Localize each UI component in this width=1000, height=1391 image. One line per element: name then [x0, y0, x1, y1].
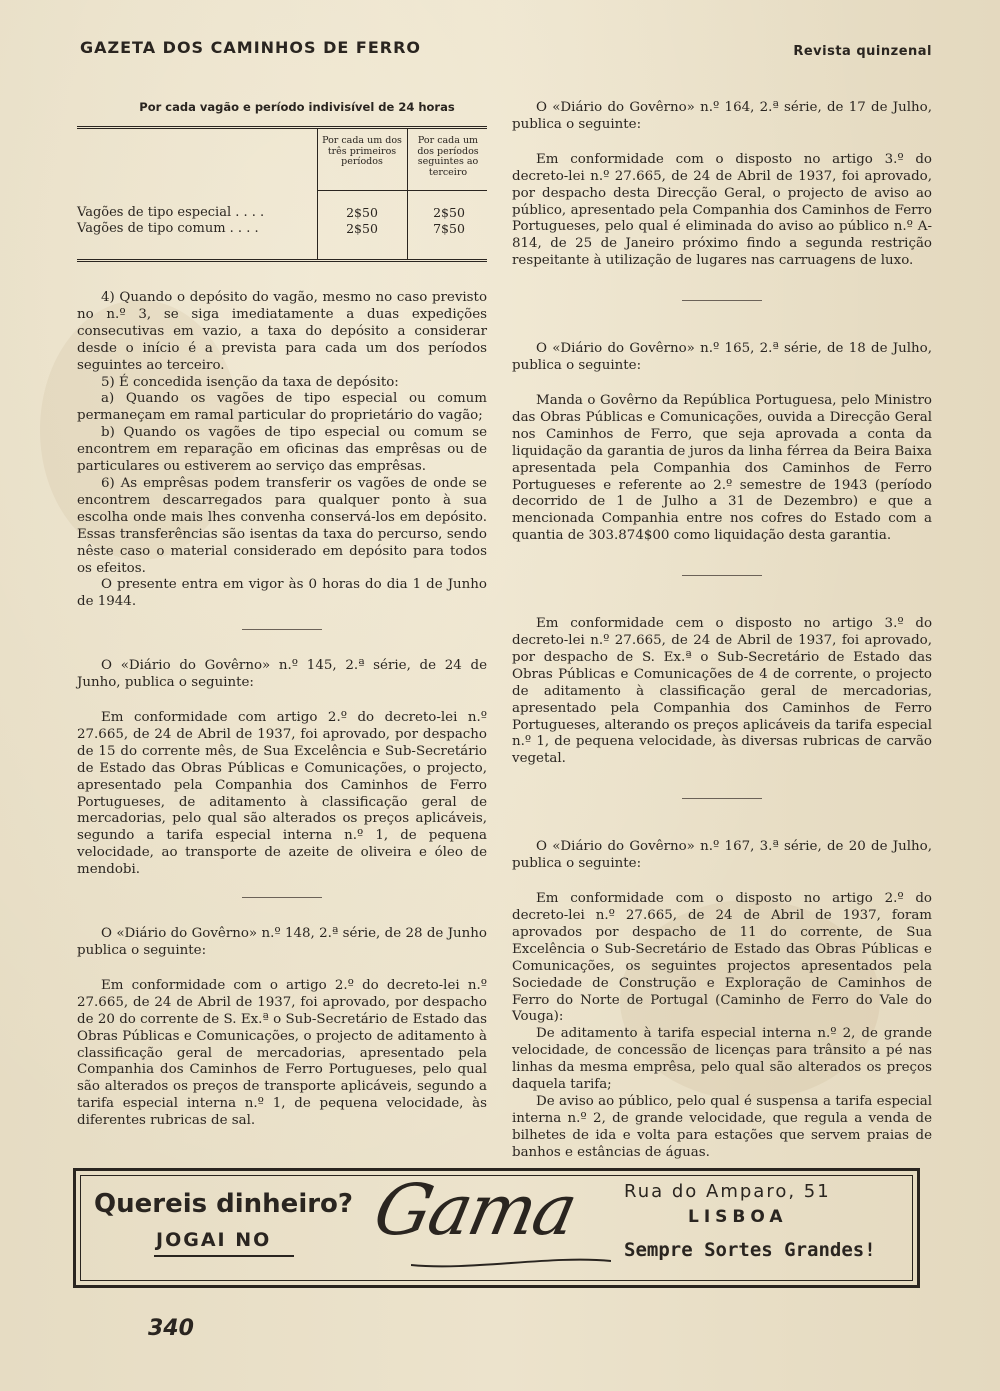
paragraph: a) Quando os vagões de tipo especial ou comum permaneçam em ramal particular do proprietário do vagão; — [77, 391, 487, 424]
paragraph: Em conformidade cem o disposto no artigo 3.º do decreto-lei n.º 27.665, de 24 de Abril de 1937, foi aprovado, por despacho de S. Ex.ª o Sub-Secretário de Estado das Obras Públicas e Comunicações de 4 de corrente, o projecto de aditamento à classificação geral de mercadorias, apresentado pela Companhia dos Caminhos de Ferro Portugueses, alterando os preços aplicáveis da tarifa especial n.º 1, de pequena velocidade, às diversas rubricas de carvão vegetal. — [512, 616, 932, 767]
table-cell: 2$50 — [346, 205, 378, 220]
table-cell: 7$50 — [433, 221, 465, 236]
paragraph: O presente entra em vigor às 0 horas do dia 1 de Junho de 1944. — [77, 577, 487, 610]
right-column — [512, 100, 932, 1162]
tariff-table — [77, 126, 487, 262]
table-cell: 2$50 — [346, 221, 378, 236]
table-col-header-1: Por cada um dos três primeiros períodos — [322, 135, 402, 167]
paragraph: Manda o Govêrno da República Portuguesa, pelo Ministro das Obras Públicas e Comunicações, ouvida a Direcção Geral nos Caminhos de Ferro, que seja aprovada a conta da liquidação da garantia de juros da linha férrea da Beira Baixa apresentada pela Companhia dos Caminhos de Ferro Portugueses e referente ao 2.º semestre de 1943 (período decorrido de 1 de Julho a 31 de Dezembro) e que a mencionada Companhia entre nos cofres do Estado com a quantia de 303.874$00 como liquidação desta garantia. — [512, 392, 932, 544]
logo-swash-icon — [411, 1251, 611, 1271]
paragraph: O «Diário do Govêrno» n.º 164, 2.ª série, de 17 de Julho, publica o seguinte: — [512, 100, 932, 132]
table-cell: 2$50 — [433, 205, 465, 220]
page-number: 340 — [148, 1316, 194, 1341]
journal-subtitle: Revista quinzenal — [793, 44, 932, 59]
ad-play-text: JOGAI NO — [156, 1229, 272, 1251]
paragraph: De aviso ao público, pelo qual é suspensa a tarifa especial interna n.º 2, de grande velocidade, que regula a venda de bilhetes de ida e volta para estações que servem praias de banhos e estâncias de águas. — [512, 1093, 932, 1160]
paragraph: 6) As emprêsas podem transferir os vagões de onde se encontrem descarregados para qualquer ponto à sua escolha onde mais lhes convenha conservá-los em depósito. Essas transferências são isentas da taxa do percurso, sendo nêste caso o material considerado em depósito para todos os efeitos. — [77, 475, 487, 576]
paragraph: 4) Quando o depósito do vagão, mesmo no caso previsto no n.º 3, se siga imediatamente a duas expedições consecutivas em vazio, a taxa do depósito a considerar desde o início é a prevista para cada um dos períodos seguintes ao terceiro. — [77, 290, 487, 373]
paragraph: b) Quando os vagões de tipo especial ou comum se encontrem em reparação em oficinas das emprêsas ou de particulares ou estiverem ao serviço das emprêsas. — [77, 425, 487, 475]
paragraph: O «Diário do Govêrno» n.º 145, 2.ª série, de 24 de Junho, publica o seguinte: — [77, 658, 487, 691]
table-col-header-2: Por cada um dos períodos seguintes ao terceiro — [417, 135, 479, 178]
table-row-label: Vagões de tipo especial . . . . — [77, 205, 265, 220]
paragraph: 5) É concedida isenção da taxa de depósito: — [101, 374, 399, 390]
gama-logo: Gama — [367, 1169, 583, 1251]
ad-city: LISBOA — [688, 1207, 788, 1227]
paragraph: O «Diário do Govêrno» n.º 148, 2.ª série, de 28 de Junho publica o seguinte: — [77, 926, 487, 958]
paragraph: O «Diário do Govêrno» n.º 165, 2.ª série, de 18 de Julho, publica o seguinte: — [512, 341, 932, 374]
lottery-advertisement — [73, 1168, 920, 1288]
ad-slogan: Sempre Sortes Grandes! — [624, 1239, 876, 1261]
ad-question: Quereis dinheiro? — [94, 1189, 353, 1219]
paragraph: Em conformidade com o disposto no artigo 3.º do decreto-lei n.º 27.665, de 24 de Abril de 1937, foi aprovado, por despacho desta Direcção Geral, o projecto de aviso ao público, apresentado pela Companhia dos Caminhos de Ferro Portugueses, pelo qual é eliminada do aviso ao público n.º A-814, de 25 de Janeiro próximo findo a segunda restrição respeitante à utilização de lugares nas carruagens de luxo. — [512, 151, 932, 269]
table-title: Por cada vagão e período indivisível de 24 horas — [139, 100, 455, 114]
paragraph: De aditamento à tarifa especial interna n.º 2, de grande velocidade, de concessão de licenças para trânsito a pé nas linhas da mesma emprêsa, pelo qual são alterados os preços daquela tarifa; — [512, 1026, 932, 1093]
section-divider — [682, 300, 762, 301]
paragraph: Em conformidade com artigo 2.º do decreto-lei n.º 27.665, de 24 de Abril de 1937, foi aprovado, por despacho de 15 do corrente mês, de Sua Excelência e Sub-Secretário de Estado das Obras Públicas e Comunicações, o projecto, apresentado pela Companhia dos Caminhos de Ferro Portugueses, de aditamento à classificação geral de mercadorias, pelo qual são alterados os preços aplicáveis, segundo a tarifa especial interna n.º 1, de pequena velocidade, ao transporte de azeite de oliveira e óleo de mendobi. — [77, 710, 487, 878]
ad-address: Rua do Amparo, 51 — [624, 1181, 831, 1202]
section-divider — [682, 575, 762, 576]
paragraph: O «Diário do Govêrno» n.º 167, 3.ª série, de 20 de Julho, publica o seguinte: — [512, 839, 932, 872]
left-column — [77, 100, 487, 1130]
section-divider — [242, 629, 322, 630]
paragraph: Em conformidade com o artigo 2.º do decreto-lei n.º 27.665, de 24 de Abril de 1937, foi aprovado, por despacho de 20 do corrente de S. Ex.ª o Sub-Secretário de Estado das Obras Públicas e Comunicações, o projecto de aditamento à classificação geral de mercadorias, apresentado pela Companhia dos Caminhos de Ferro Portugueses, pelo qual são alterados os preços de transporte aplicáveis, segundo a tarifa especial interna n.º 1, de pequena velocidade, às diferentes rubricas de sal. — [77, 977, 487, 1129]
paragraph: Em conformidade com o disposto no artigo 2.º do decreto-lei n.º 27.665, de 24 de Abril de 1937, foram aprovados por despacho de 11 do corrente, de Sua Excelência o Sub-Secretário de Estado das Obras Públicas e Comunicações, os seguintes projectos apresentados pela Sociedade de Construção e Exploração de Caminhos de Ferro do Norte de Portugal (Caminho de Ferro do Vale do Vouga): — [512, 891, 932, 1025]
table-row-label: Vagões de tipo comum . . . . — [77, 221, 259, 236]
section-divider — [242, 897, 322, 898]
section-divider — [682, 798, 762, 799]
journal-title: GAZETA DOS CAMINHOS DE FERRO — [80, 38, 422, 57]
